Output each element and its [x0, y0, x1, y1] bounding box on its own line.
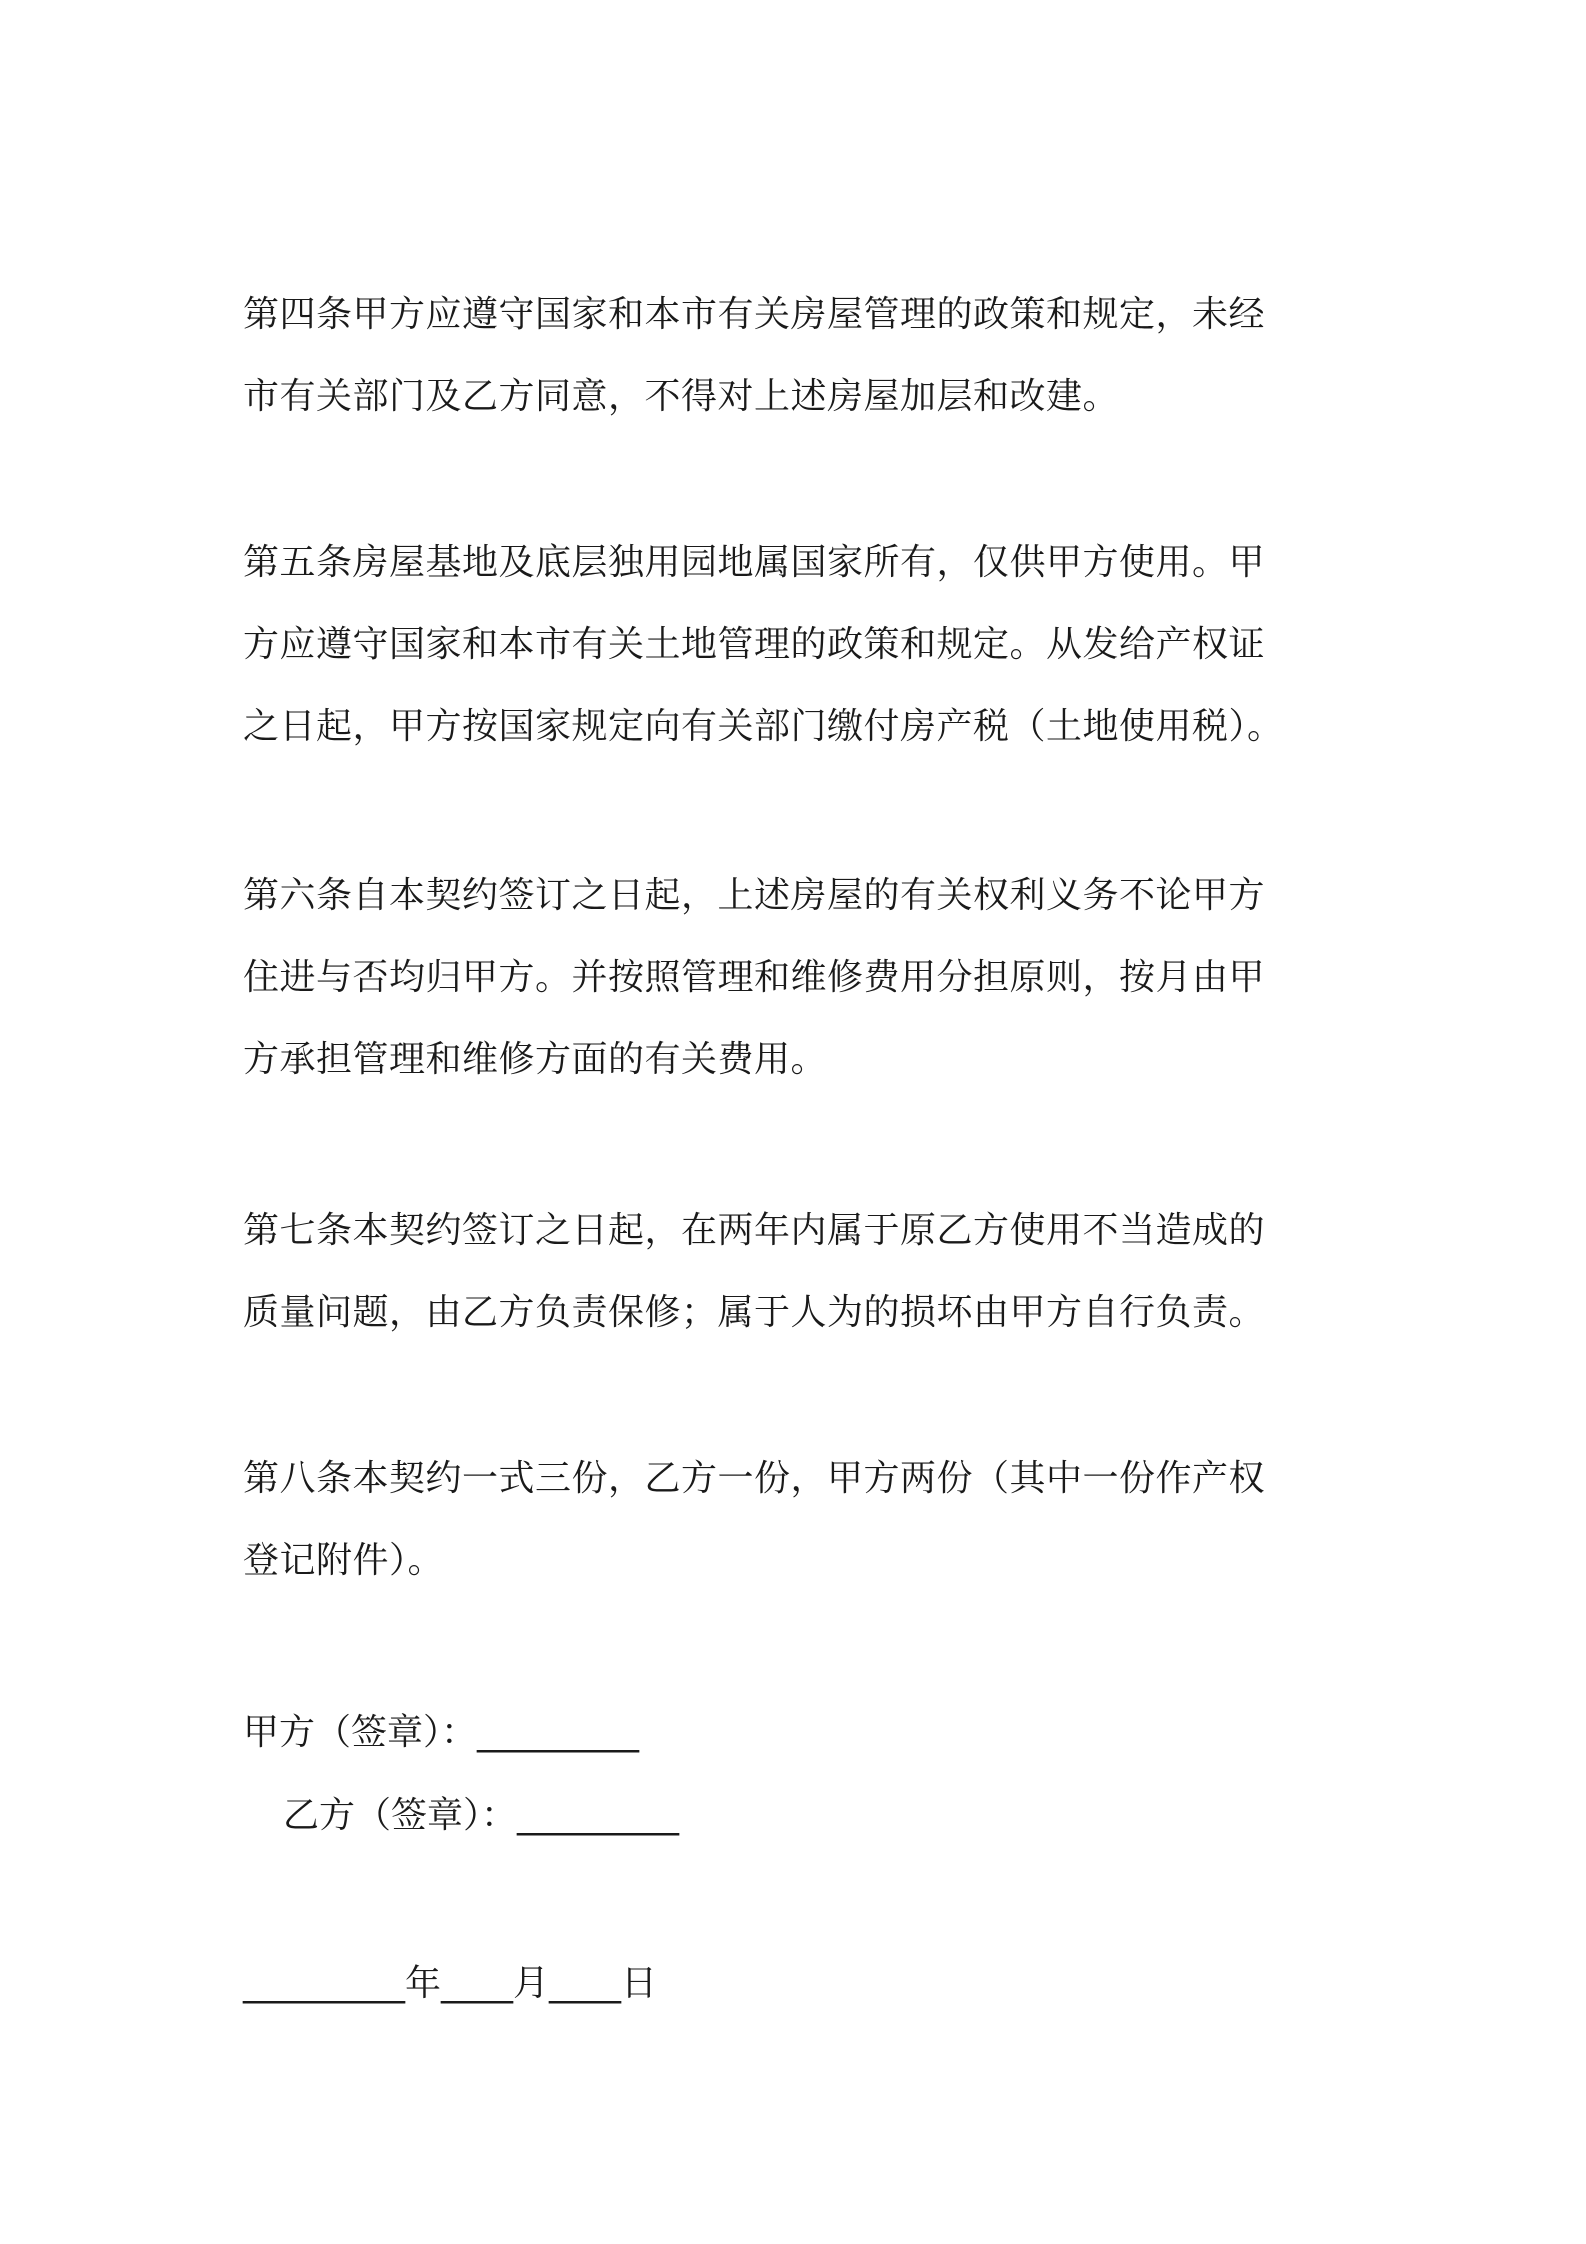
article-8-line: 登记附件）。 [243, 1540, 445, 1581]
article-4-line: 市有关部门及乙方同意，不得对上述房屋加层和改建。 [243, 376, 1120, 417]
article-7 [243, 1190, 1363, 1354]
date-line: _________年____月____日 [243, 1963, 657, 2004]
article-5-line: 第五条房屋基地及底层独用园地属国家所有，仅供甲方使用。甲 [243, 542, 1266, 583]
article-6-line: 第六条自本契约签订之日起，上述房屋的有关权利义务不论甲方 [243, 875, 1266, 916]
article-8 [243, 1438, 1363, 1602]
article-7-line: 质量问题，由乙方负责保修；属于人为的损坏由甲方自行负责。 [243, 1292, 1266, 1333]
article-5-line: 之日起，甲方按国家规定向有关部门缴付房产税（土地使用税）。 [243, 706, 1284, 747]
article-6-line: 方承担管理和维修方面的有关费用。 [243, 1039, 828, 1080]
article-6 [243, 855, 1363, 1101]
party-a-signature-line: 甲方（签章）：_________ [243, 1712, 640, 1753]
article-4 [243, 274, 1363, 438]
article-5-line: 方应遵守国家和本市有关土地管理的政策和规定。从发给产权证 [243, 624, 1266, 665]
article-6-line: 住进与否均归甲方。并按照管理和维修费用分担原则，按月由甲 [243, 957, 1266, 998]
article-7-line: 第七条本契约签订之日起，在两年内属于原乙方使用不当造成的 [243, 1210, 1266, 1251]
article-4-line: 第四条甲方应遵守国家和本市有关房屋管理的政策和规定，未经 [243, 294, 1266, 335]
article-5 [243, 522, 1363, 768]
party-b-signature-line: 乙方（签章）：_________ [283, 1795, 680, 1836]
article-8-line: 第八条本契约一式三份，乙方一份，甲方两份（其中一份作产权 [243, 1458, 1266, 1499]
